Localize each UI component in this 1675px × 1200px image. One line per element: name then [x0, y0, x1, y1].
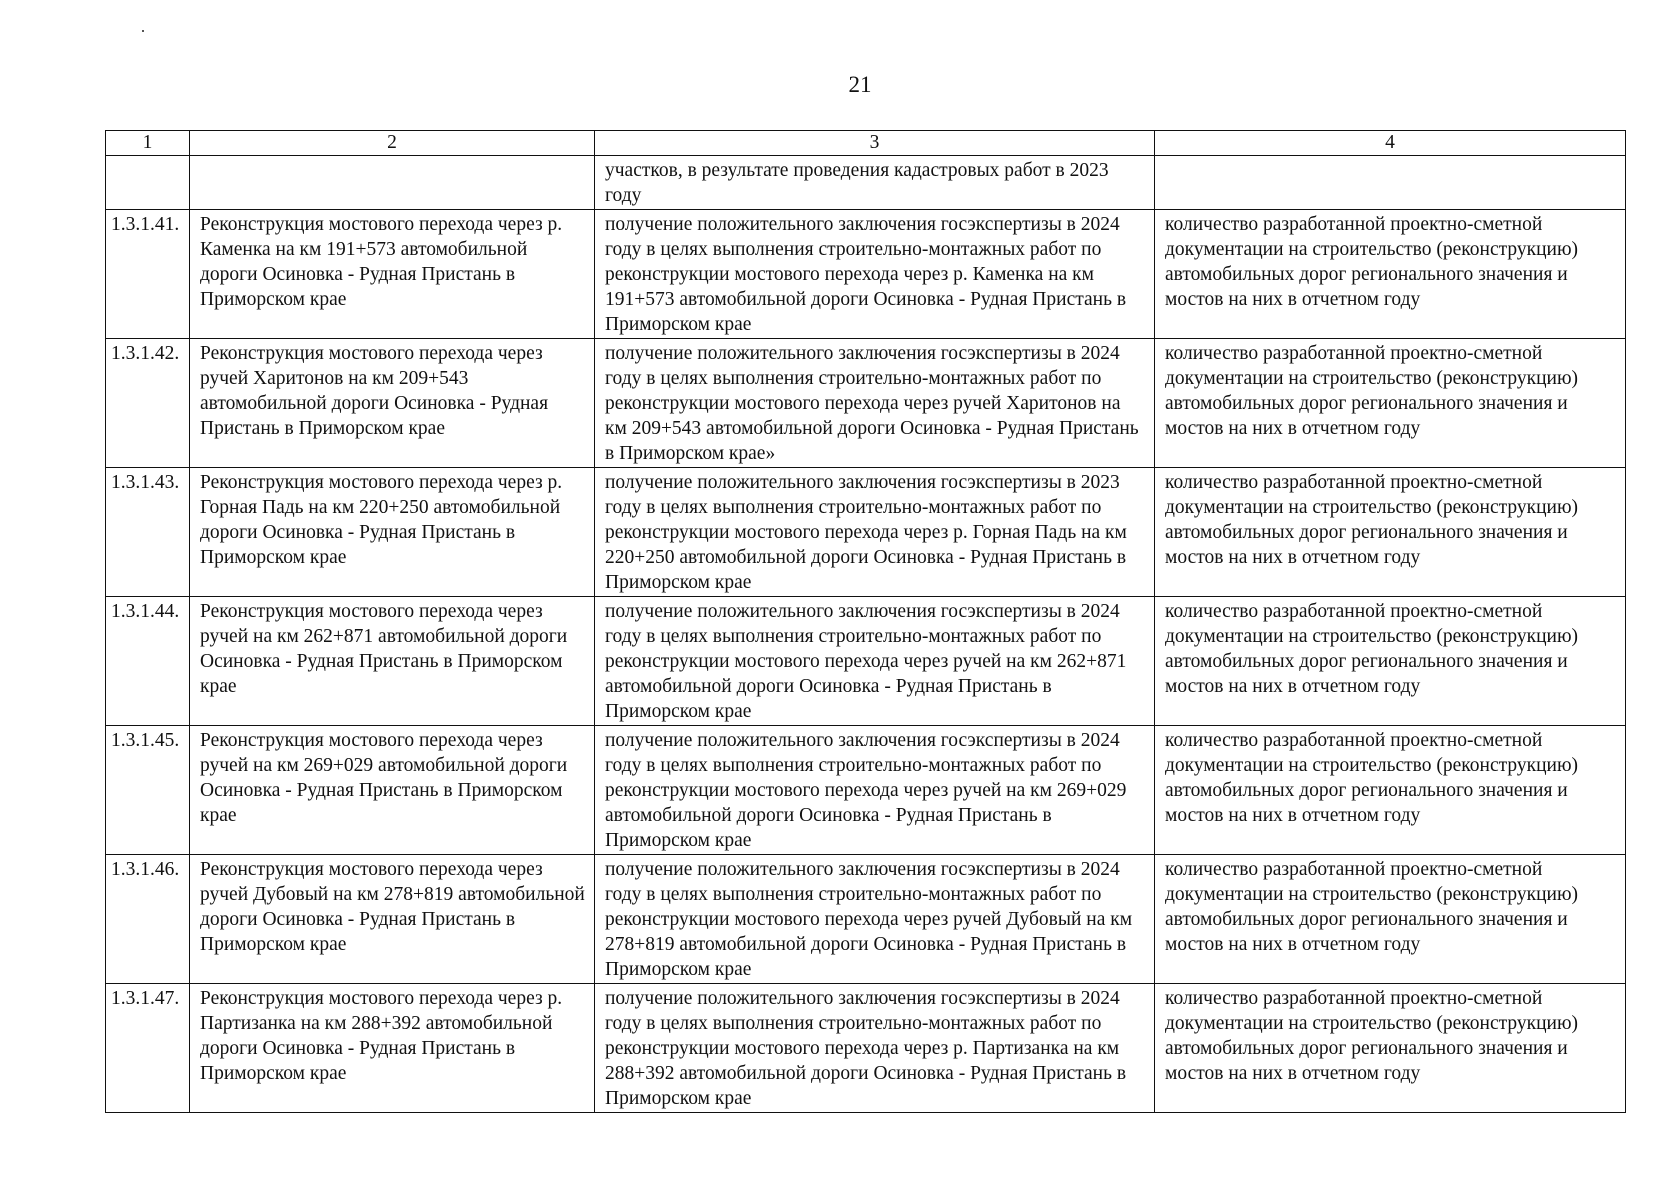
table-row [106, 984, 1626, 1113]
cell-number: 1.3.1.41. [106, 210, 190, 339]
cell-number: 1.3.1.42. [106, 339, 190, 468]
cell-indicator: количество разработанной проектно-сметной документации на строительство (реконструкцию) автомобильных дорог регионального значения и мостов на них в отчетном году [1155, 597, 1626, 726]
cell-name: Реконструкция мостового перехода через ручей на км 262+871 автомобильной дороги Осиновка - Рудная Пристань в Приморском крае [190, 597, 595, 726]
cell-indicator: количество разработанной проектно-сметной документации на строительство (реконструкцию) автомобильных дорог регионального значения и мостов на них в отчетном году [1155, 984, 1626, 1113]
page-number: 21 [848, 72, 872, 97]
cell-number: 1.3.1.47. [106, 984, 190, 1113]
table-row [106, 210, 1626, 339]
cell-result: получение положительного заключения госэкспертизы в 2024 году в целях выполнения строительно-монтажных работ по реконструкции мостового перехода через ручей Дубовый на км 278+819 автомобильной дороги Осиновка - Рудная Пристань в Приморском крае [595, 855, 1155, 984]
cell-indicator: количество разработанной проектно-сметной документации на строительство (реконструкцию) автомобильных дорог регионального значения и мостов на них в отчетном году [1155, 468, 1626, 597]
cell-number: 1.3.1.44. [106, 597, 190, 726]
cell-result: получение положительного заключения госэкспертизы в 2024 году в целях выполнения строительно-монтажных работ по реконструкции мостового перехода через р. Каменка на км 191+573 автомобильной дороги Осиновка - Рудная Пристань в Приморском крае [595, 210, 1155, 339]
cell-result: получение положительного заключения госэкспертизы в 2024 году в целях выполнения строительно-монтажных работ по реконструкции мостового перехода через ручей на км 269+029 автомобильной дороги Осиновка - Рудная Пристань в Приморском крае [595, 726, 1155, 855]
header-col-1: 1 [106, 131, 190, 156]
table-row [106, 468, 1626, 597]
cell-name: Реконструкция мостового перехода через ручей на км 269+029 автомобильной дороги Осиновка - Рудная Пристань в Приморском крае [190, 726, 595, 855]
cell-number: 1.3.1.45. [106, 726, 190, 855]
cell-name: Реконструкция мостового перехода через р. Каменка на км 191+573 автомобильной дороги Осиновка - Рудная Пристань в Приморском крае [190, 210, 595, 339]
cell-name: Реконструкция мостового перехода через р. Горная Падь на км 220+250 автомобильной дороги Осиновка - Рудная Пристань в Приморском крае [190, 468, 595, 597]
table-header-row [106, 131, 1626, 156]
cell-indicator: количество разработанной проектно-сметной документации на строительство (реконструкцию) автомобильных дорог регионального значения и мостов на них в отчетном году [1155, 726, 1626, 855]
header-col-3: 3 [595, 131, 1155, 156]
cell-indicator: количество разработанной проектно-сметной документации на строительство (реконструкцию) автомобильных дорог регионального значения и мостов на них в отчетном году [1155, 210, 1626, 339]
table-row [106, 855, 1626, 984]
cell-name: Реконструкция мостового перехода через ручей Харитонов на км 209+543 автомобильной дороги Осиновка - Рудная Пристань в Приморском крае [190, 339, 595, 468]
cell-name: Реконструкция мостового перехода через р. Партизанка на км 288+392 автомобильной дороги Осиновка - Рудная Пристань в Приморском крае [190, 984, 595, 1113]
table-row [106, 726, 1626, 855]
cell-indicator: количество разработанной проектно-сметной документации на строительство (реконструкцию) автомобильных дорог регионального значения и мостов на них в отчетном году [1155, 855, 1626, 984]
cell-result: получение положительного заключения госэкспертизы в 2024 году в целях выполнения строительно-монтажных работ по реконструкции мостового перехода через ручей на км 262+871 автомобильной дороги Осиновка - Рудная Пристань в Приморском крае [595, 597, 1155, 726]
cell-result: получение положительного заключения госэкспертизы в 2023 году в целях выполнения строительно-монтажных работ по реконструкции мостового перехода через р. Горная Падь на км 220+250 автомобильной дороги Осиновка - Рудная Пристань в Приморском крае [595, 468, 1155, 597]
cell-name: Реконструкция мостового перехода через ручей Дубовый на км 278+819 автомобильной дороги Осиновка - Рудная Пристань в Приморском крае [190, 855, 595, 984]
cell-name [190, 156, 595, 210]
cell-result: получение положительного заключения госэкспертизы в 2024 году в целях выполнения строительно-монтажных работ по реконструкции мостового перехода через ручей Харитонов на км 209+543 автомобильной дороги Осиновка - Рудная Пристань в Приморском крае» [595, 339, 1155, 468]
cell-number: 1.3.1.46. [106, 855, 190, 984]
cell-indicator: количество разработанной проектно-сметной документации на строительство (реконструкцию) автомобильных дорог регионального значения и мостов на них в отчетном году [1155, 339, 1626, 468]
cell-result: получение положительного заключения госэкспертизы в 2024 году в целях выполнения строительно-монтажных работ по реконструкции мостового перехода через р. Партизанка на км 288+392 автомобильной дороги Осиновка - Рудная Пристань в Приморском крае [595, 984, 1155, 1113]
table-row-continuation [106, 156, 1626, 210]
cell-result: участков, в результате проведения кадастровых работ в 2023 году [595, 156, 1155, 210]
document-table [105, 130, 1626, 1113]
cell-number [106, 156, 190, 210]
cell-number: 1.3.1.43. [106, 468, 190, 597]
header-col-4: 4 [1155, 131, 1626, 156]
table-row [106, 597, 1626, 726]
table-row [106, 339, 1626, 468]
header-col-2: 2 [190, 131, 595, 156]
scan-speck [142, 30, 144, 32]
cell-indicator [1155, 156, 1626, 210]
